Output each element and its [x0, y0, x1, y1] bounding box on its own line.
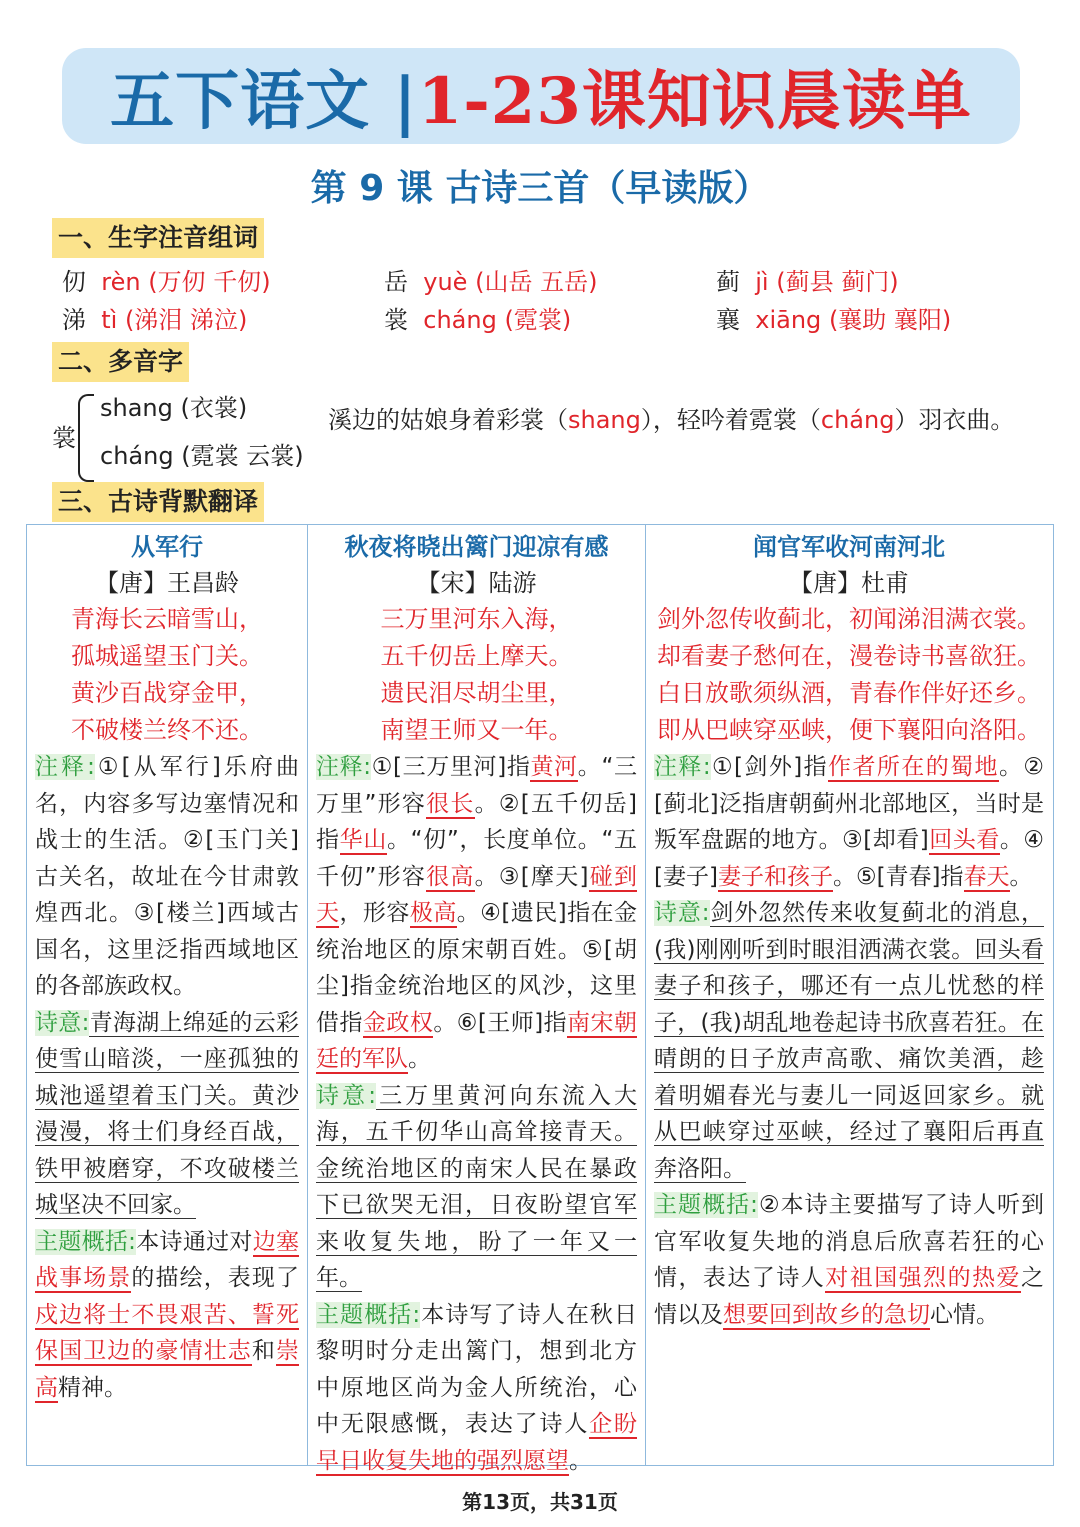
poem-line: 五千仞岳上摩天。: [380, 642, 573, 670]
theme: 主题概括:本诗通过对边塞战事场景的描绘，表现了戍边将士不畏艰苦、誓死保国卫边的豪情壮志和崇高精神。: [35, 1228, 300, 1401]
poem-line: 白日放歌须纵酒，青春作伴好还乡。: [657, 679, 1041, 707]
title-banner: [62, 48, 1020, 144]
poem-line: 不破楼兰终不还。: [71, 716, 263, 744]
poem-line: 青海长云暗雪山，: [71, 605, 263, 633]
poem-line: 即从巴峡穿巫峡，便下襄阳向洛阳。: [657, 716, 1041, 744]
theme: 主题概括:本诗写了诗人在秋日黎明时分走出篱门，想到北方中原地区尚为金人所统治，心中无限感慨，表达了诗人企盼早日收复失地的强烈愿望。: [316, 1301, 638, 1474]
poem-line: 黄沙百战穿金甲，: [71, 679, 263, 707]
meaning: 诗意:剑外忽然传来收复蓟北的消息，(我)刚刚听到时眼泪洒满衣裳。回头看妻子和孩子，哪还有一点儿忧愁的样子，(我)胡乱地卷起诗书欣喜若狂。在晴朗的日子放声高歌、痛饮美酒，趁着明媚春光与妻儿一同返回家乡。就从巴峡穿过巫峡，经过了襄阳后再直奔洛阳。: [654, 900, 1044, 1182]
poem-author: 【唐】杜甫: [789, 569, 909, 597]
poem-line: 孤城遥望玉门关。: [71, 642, 263, 670]
poem-line: 剑外忽传收蓟北，初闻涕泪满衣裳。: [657, 605, 1041, 633]
title-left: 五下语文 |: [110, 64, 418, 139]
poem-line: 三万里河东入海，: [380, 605, 573, 633]
notes: 注释:①[三万里河]指黄河。“三万里”形容很长。②[五千仞岳]指华山。“仞”，长度单位。“五千仞”形容很高。③[摩天]碰到天，形容极高。④[遗民]指在金统治地区的原宋朝百姓。⑤[胡尘]指金统治地区的风沙，这里借指金政权。⑥[王师]指南宋朝廷的军队。: [316, 754, 638, 1072]
reading-2: cháng (霓裳 云裳): [100, 442, 304, 470]
reading-1: shang (衣裳): [100, 394, 248, 422]
meaning: 诗意:三万里黄河向东流入大海，五千仞华山高耸接青天。金统治地区的南宋人民在暴政下已欲哭无泪，日夜盼望官军来收复失地，盼了一年又一年。: [316, 1082, 638, 1291]
poem-line: 遗民泪尽胡尘里，: [380, 679, 573, 707]
char-entry: 襄 xiāng (襄助 襄阳): [716, 306, 952, 334]
poem-title: 闻官军收河南河北: [753, 533, 945, 561]
meaning: 诗意:青海湖上绵延的云彩使雪山暗淡，一座孤独的城池遥望着玉门关。黄沙漫漫，将士们身经百战，铁甲被磨穿，不攻破楼兰城坚决不回家。: [35, 1009, 300, 1218]
poem-table: [26, 524, 1054, 1474]
title-right: 1-23课知识晨读单: [417, 64, 972, 139]
poem-line: 南望王师又一年。: [380, 716, 573, 744]
theme: 主题概括:②本诗主要描写了诗人听到官军收复失地的消息后欣喜若狂的心情，表达了诗人对祖国强烈的热爱之情以及想要回到故乡的急切心情。: [654, 1192, 1045, 1328]
poem-title: 从军行: [131, 533, 203, 561]
char-entry: 蓟 jì (蓟县 蓟门): [716, 268, 899, 296]
notes: 注释:①[从军行]乐府曲名，内容多写边塞情况和战士的生活。②[玉门关]古关名，故址在今甘肃敦煌西北。③[楼兰]西域古国名，这里泛指西域地区的各部族政权。: [35, 754, 299, 999]
section-heading-1: 一、生字注音组词: [52, 218, 264, 258]
page-number: 第13页，共31页: [462, 1490, 618, 1514]
notes: 注释:①[剑外]指作者所在的蜀地。②[蓟北]泛指唐朝蓟州北部地区，当时是叛军盘踞的地方。③[却看]回头看。④[妻子]妻子和孩子。⑤[青春]指春天。: [654, 754, 1044, 890]
lesson-title: 第 9 课 古诗三首（早读版）: [310, 168, 770, 209]
poem-author: 【唐】王昌龄: [95, 569, 239, 597]
section-heading-2: 二、多音字: [52, 342, 189, 382]
polyphone-sentence: 溪边的姑娘身着彩裳（shang），轻吟着霓裳（cháng）羽衣曲。: [328, 406, 1015, 434]
char-entry: 涕 tì (涕泪 涕泣): [62, 306, 248, 334]
polyphone-char: 裳: [52, 424, 76, 452]
char-entry: 仞 rèn (万仞 千仞): [62, 268, 271, 296]
brace: [78, 394, 94, 482]
char-entry: 岳 yuè (山岳 五岳): [384, 268, 598, 296]
poem-column: [645, 525, 1052, 1465]
section-heading-3: 三、古诗背默翻译: [52, 482, 264, 522]
poem-column: [27, 525, 307, 1465]
poem-line: 却看妻子愁何在，漫卷诗书喜欲狂。: [657, 642, 1041, 670]
char-entry: 裳 cháng (霓裳): [384, 306, 572, 334]
poem-column: [307, 525, 645, 1474]
poem-author: 【宋】陆游: [416, 569, 537, 597]
poem-title: 秋夜将晓出篱门迎凉有感: [344, 533, 609, 561]
